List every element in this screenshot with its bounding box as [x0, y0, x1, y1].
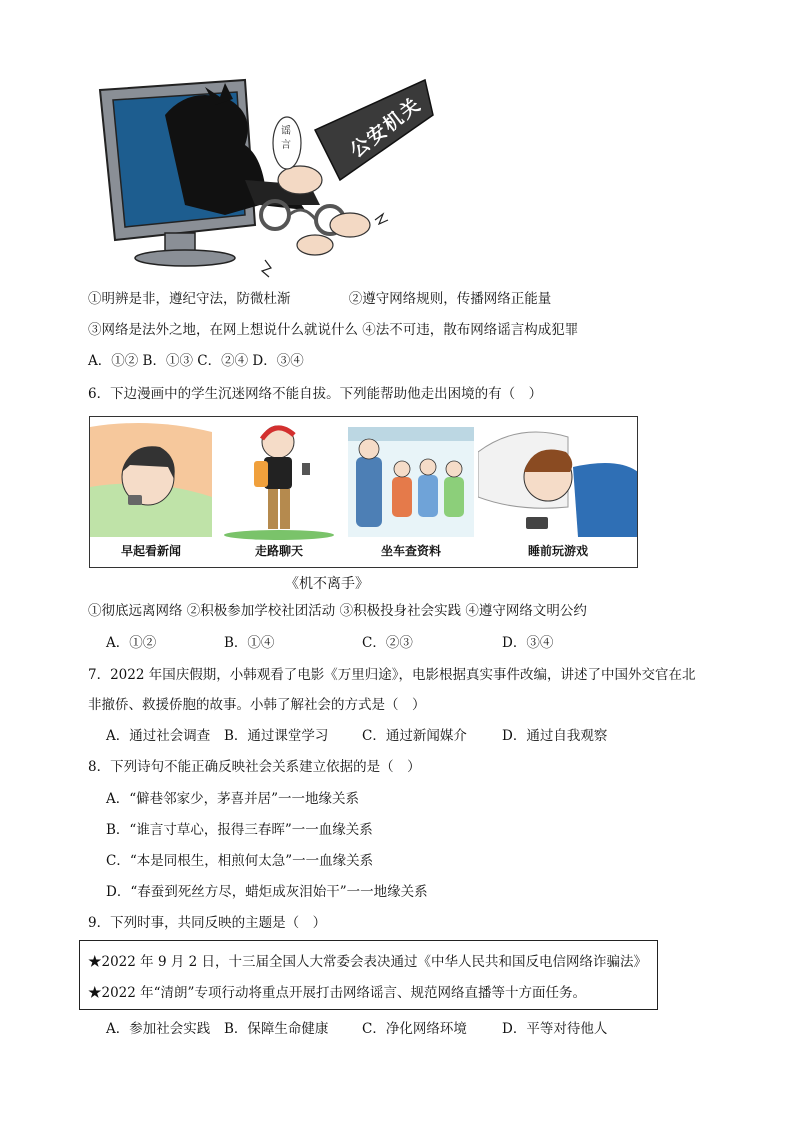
q8-stem: 8．下列诗句不能正确反映社会关系建立依据的是（ ）	[88, 759, 421, 775]
q7-answer-a: A．通过社会调查	[106, 728, 211, 744]
q9-answer-a: A．参加社会实践	[106, 1021, 211, 1037]
q6-answer-b: B．①④	[224, 635, 275, 651]
q6-statements: ①彻底远离网络 ②积极参加学校社团活动 ③积极投身社会实践 ④遵守网络文明公约	[88, 603, 587, 619]
q6-answers	[106, 634, 553, 652]
q5-statements-line2: ③网络是法外之地，在网上想说什么就说什么 ④法不可违，散布网络谣言构成犯罪	[88, 322, 579, 338]
cartoon-panel-2	[216, 417, 342, 567]
police-rumor-illustration	[95, 75, 435, 280]
q7-stem-line2: 非撤侨、救援侨胞的故事。小韩了解社会的方式是（ ）	[88, 697, 426, 713]
panel-2-caption: 走路聊天	[254, 544, 303, 558]
q9-box-line1: ★2022 年 9 月 2 日，十三届全国人大常委会表决通过《中华人民共和国反电信网络诈骗法》	[88, 954, 647, 970]
cartoon-panel-3	[348, 417, 474, 567]
q6-answer-d: D．③④	[502, 635, 554, 651]
q7-answer-c: C．通过新闻媒介	[362, 728, 467, 744]
q9-stem: 9．下列时事，共同反映的主题是（ ）	[88, 915, 327, 931]
q7-answers	[106, 727, 607, 745]
q6-answer-a: A．①②	[106, 635, 157, 651]
q8-option-d: D．“春蚕到死丝方尽，蜡炬成灰泪始干”一一地缘关系	[106, 884, 428, 900]
q7-answer-d: D．通过自我观察	[502, 728, 608, 744]
q9-answer-d: D．平等对待他人	[502, 1021, 608, 1037]
q7-stem-line1: 7．2022 年国庆假期，小韩观看了电影《万里归途》，电影根据真实事件改编，讲述了中国外交官在北	[88, 667, 696, 683]
panel-4-caption: 睡前玩游戏	[527, 544, 588, 558]
q5-statement-2: ②遵守网络规则，传播网络正能量	[348, 291, 552, 307]
q6-answer-c: C．②③	[362, 635, 413, 651]
cartoon-title: 《机不离手》	[285, 576, 369, 592]
cartoon-strip	[89, 416, 638, 568]
q9-answer-c: C．净化网络环境	[362, 1021, 467, 1037]
q9-answers	[106, 1020, 607, 1038]
panel-1-caption: 早起看新闻	[120, 544, 181, 558]
q5-statement-1-2: ①明辨是非，遵纪守法，防微杜渐	[88, 291, 291, 307]
q5-answers: A．①② B．①③ C．②④ D．③④	[88, 353, 304, 369]
q8-option-a: A．“僻巷邻家少，茅喜并居”一一地缘关系	[106, 791, 360, 807]
q9-answer-b: B．保障生命健康	[224, 1021, 329, 1037]
cartoon-panel-1	[90, 417, 212, 567]
q8-option-c: C．“本是同根生，相煎何太急”一一血缘关系	[106, 853, 374, 869]
q6-stem: 6．下边漫画中的学生沉迷网络不能自拔。下列能帮助他走出困境的有（ ）	[88, 386, 543, 402]
q9-box-line2: ★2022 年“清朗”专项行动将重点开展打击网络谣言、规范网络直播等十方面任务。	[88, 985, 586, 1001]
q5-statements-line1	[88, 290, 551, 308]
police-sign-text: 公安机关	[346, 93, 426, 163]
panel-3-caption: 坐车查资料	[380, 544, 441, 558]
cartoon-panel-4	[478, 417, 638, 567]
q7-answer-b: B．通过课堂学习	[224, 728, 329, 744]
rumor-bubble-text: 谣言	[281, 126, 291, 151]
q8-option-b: B．“谁言寸草心，报得三春晖”一一血缘关系	[106, 822, 373, 838]
